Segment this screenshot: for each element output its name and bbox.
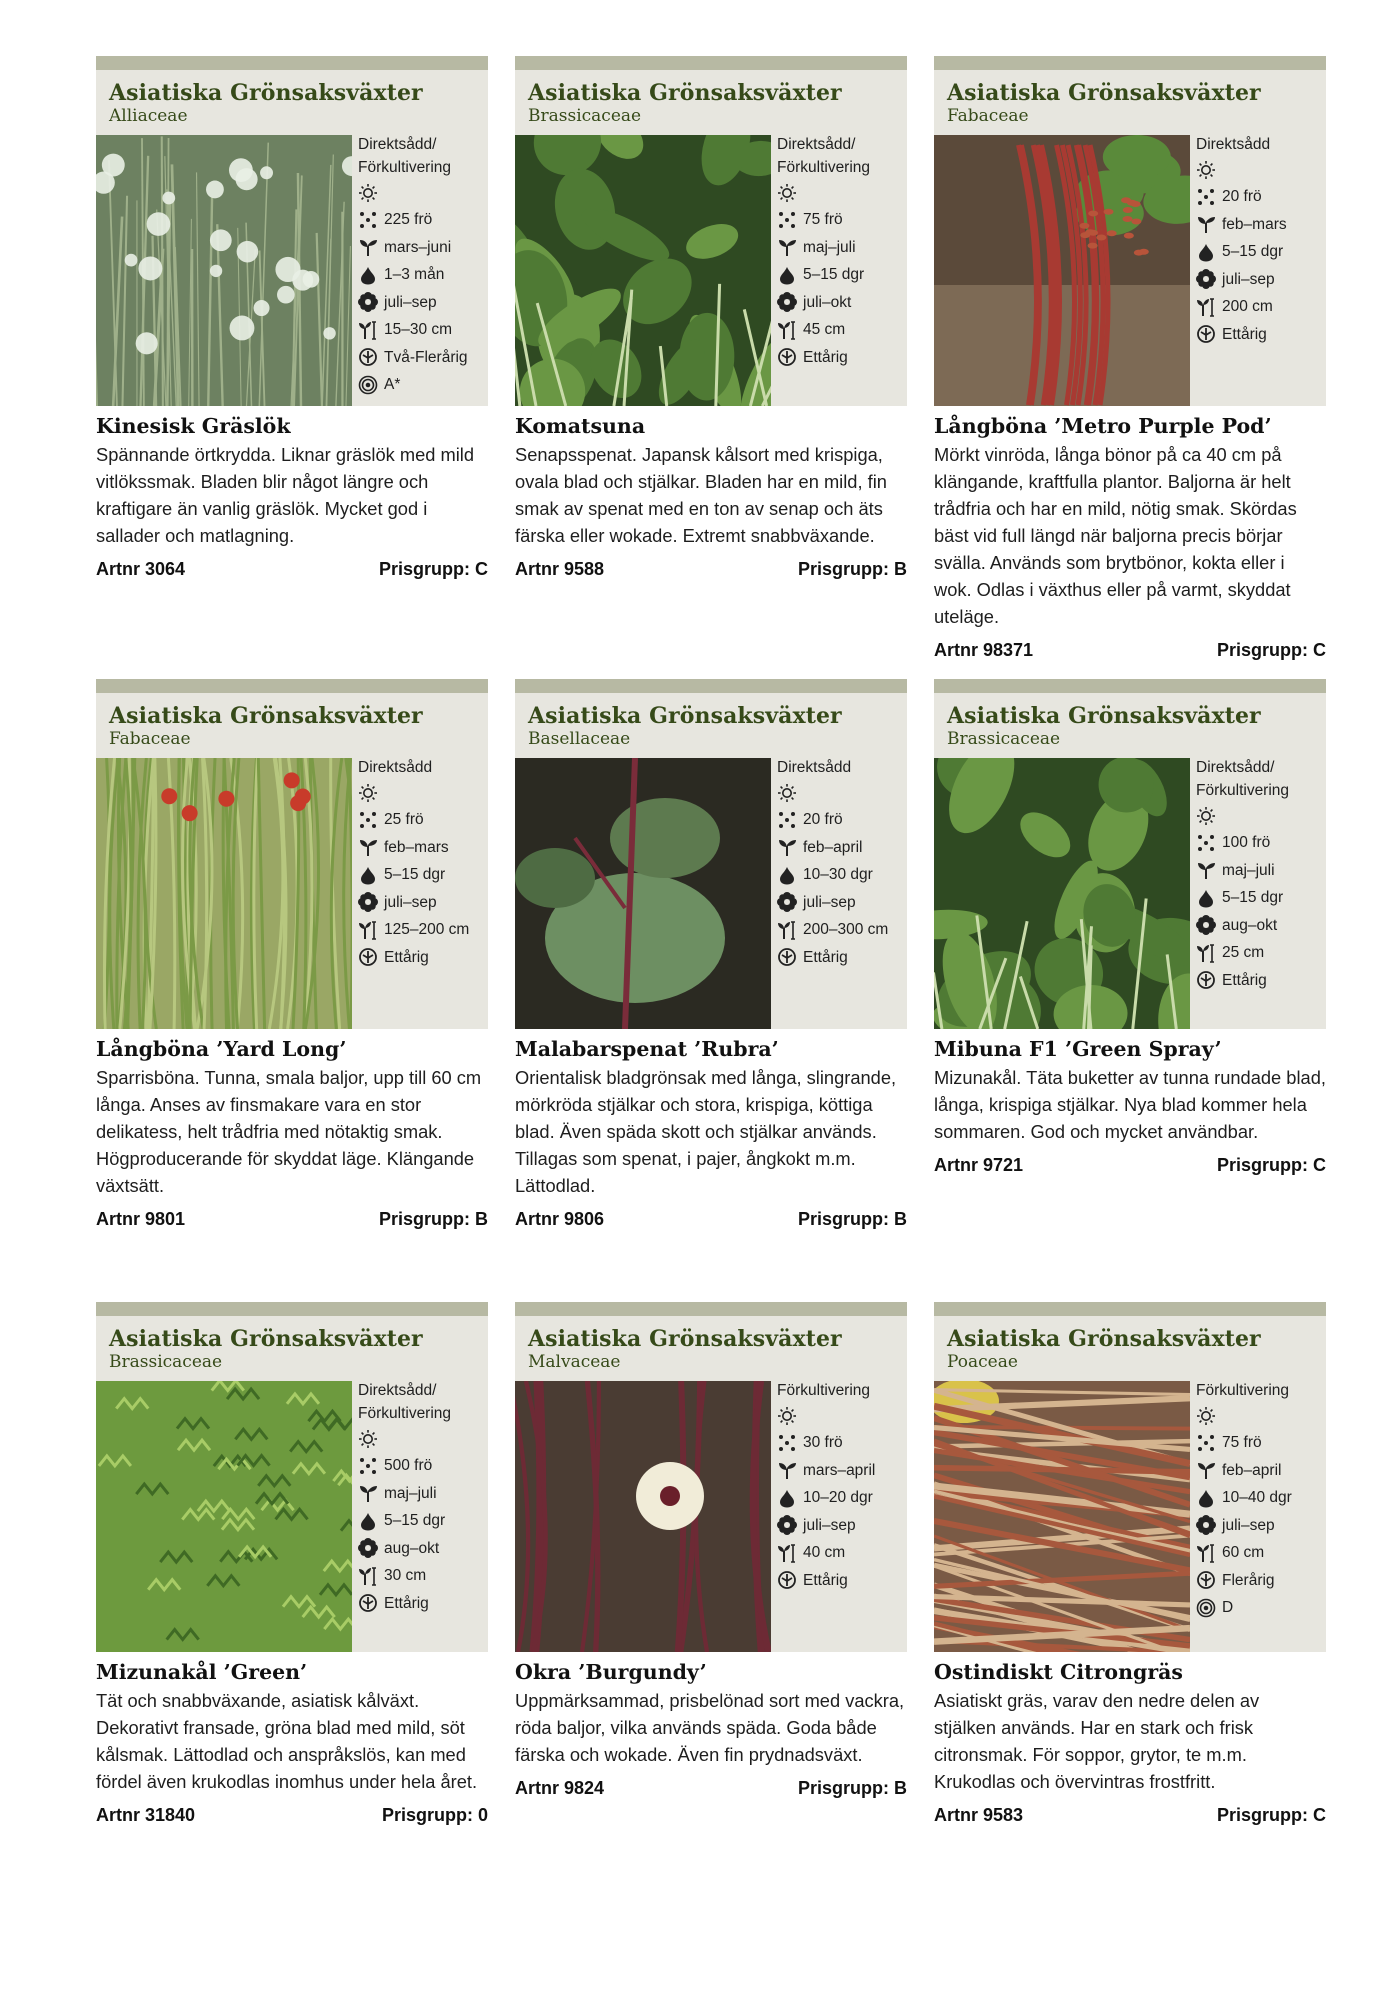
family-name: Basellaceae xyxy=(528,729,631,749)
plant-height-icon xyxy=(1196,943,1216,963)
product-footer xyxy=(934,1805,1326,1826)
sun-icon xyxy=(1196,806,1216,826)
product-panel xyxy=(515,56,907,406)
lifecycle: Ettårig xyxy=(803,1571,848,1589)
flowering-time: juli–sep xyxy=(803,893,856,911)
germination-time: 10–40 dgr xyxy=(1222,1489,1292,1506)
spec-list xyxy=(777,131,905,371)
plant-height: 60 cm xyxy=(1222,1544,1265,1561)
plant-height-icon xyxy=(1196,1543,1216,1563)
product-description: Senapsspenat. Japansk kålsort med krispiga, ovala blad och stjälkar. Bladen har en mild, fin smak av spenat med en ton av senap och äts färska eller wokade. Extremt snabbväxande. xyxy=(515,444,887,546)
plant-height: 45 cm xyxy=(803,321,846,338)
header-bar xyxy=(515,56,907,70)
sowing-time-icon xyxy=(777,237,797,257)
family-name: Poaceae xyxy=(947,1352,1018,1372)
category-heading: Asiatiska Grönsaksväxter xyxy=(109,1326,423,1352)
artnr-label: Artnr xyxy=(934,1155,978,1175)
product-photo xyxy=(515,1381,771,1652)
hardiness-zone-icon xyxy=(358,375,378,395)
header-bar xyxy=(934,679,1326,693)
plant-height: 125–200 cm xyxy=(384,921,470,938)
sowing-time: maj–juli xyxy=(803,238,856,256)
product-card xyxy=(96,56,488,580)
sowing-time: maj–juli xyxy=(384,1484,437,1502)
prisgrupp-label: Prisgrupp: xyxy=(381,1805,473,1825)
header-bar xyxy=(96,679,488,693)
hardiness-zone: A* xyxy=(384,376,401,393)
seeds-icon xyxy=(1196,833,1216,853)
sun-icon xyxy=(358,1429,378,1449)
sowing-method: Direktsådd/ Förkultivering xyxy=(358,1382,452,1422)
product-panel xyxy=(934,679,1326,1029)
price-group: C xyxy=(1313,1155,1326,1175)
sowing-time: feb–mars xyxy=(1222,215,1287,233)
flower-icon xyxy=(777,292,797,312)
flowering-time: juli–sep xyxy=(1222,270,1275,288)
germination-icon xyxy=(358,865,378,885)
lifecycle: Ettårig xyxy=(1222,325,1267,343)
sowing-time: feb–april xyxy=(803,838,863,856)
seed-count: 20 frö xyxy=(803,811,843,828)
seeds-icon xyxy=(777,810,797,830)
spec-list xyxy=(358,1377,486,1617)
sowing-time: feb–mars xyxy=(384,838,449,856)
price-group: B xyxy=(894,1209,907,1229)
plant-height-icon xyxy=(1196,297,1216,317)
sun-icon xyxy=(358,183,378,203)
product-photo xyxy=(96,1381,352,1652)
plant-height: 25 cm xyxy=(1222,944,1265,961)
seed-count: 30 frö xyxy=(803,1434,843,1451)
germination-icon xyxy=(777,265,797,285)
flower-icon xyxy=(777,1515,797,1535)
green-long-beans-photo-drawing xyxy=(96,758,352,1029)
sowing-method: Förkultivering xyxy=(1196,1382,1290,1399)
product-footer xyxy=(934,640,1326,661)
sun-icon xyxy=(777,183,797,203)
sowing-time-icon xyxy=(777,837,797,857)
plant-height-icon xyxy=(777,1543,797,1563)
product-description: Mörkt vinröda, långa bönor på ca 40 cm på klängande, kraftfulla plantor. Baljorna är helt trådfria och har en mild, nötig smak. Skördas bäst vid full längd när baljorna precis börjar svälla. Används som brytbönor, kokta eller i wok. Odlas i växthus eller på varmt, skyddat uteläge. xyxy=(934,444,1297,627)
lemongrass-stalks-photo-drawing xyxy=(934,1381,1190,1652)
sowing-method: Direktsådd xyxy=(358,759,433,776)
seed-count: 100 frö xyxy=(1222,834,1271,851)
spec-list xyxy=(1196,754,1324,994)
artnr-label: Artnr xyxy=(515,1209,559,1229)
price-group: C xyxy=(1313,1805,1326,1825)
family-name: Malvaceae xyxy=(528,1352,621,1372)
lifecycle-icon xyxy=(358,1593,378,1613)
product-description: Uppmärksammad, prisbelönad sort med vackra, röda baljor, vilka används späda. Goda både färska och wokade. Även fin prydnadsväxt. xyxy=(515,1690,905,1765)
mizuna-leaves-photo-drawing xyxy=(96,1381,352,1652)
artnr-label: Artnr xyxy=(96,1805,140,1825)
prisgrupp-label: Prisgrupp: xyxy=(1216,640,1308,660)
spec-list xyxy=(358,131,486,399)
product-panel xyxy=(96,56,488,406)
product-name: Mibuna F1 ’Green Spray’ xyxy=(934,1037,1222,1061)
flowering-time: juli–sep xyxy=(803,1516,856,1534)
flower-icon xyxy=(358,292,378,312)
spec-list xyxy=(777,1377,905,1594)
germination-time: 1–3 mån xyxy=(384,266,445,283)
flower-icon xyxy=(1196,915,1216,935)
product-panel xyxy=(96,1302,488,1652)
product-photo xyxy=(96,135,352,406)
article-number: 98371 xyxy=(983,640,1034,660)
prisgrupp-label: Prisgrupp: xyxy=(1216,1805,1308,1825)
family-name: Brassicaceae xyxy=(528,106,642,126)
prisgrupp-label: Prisgrupp: xyxy=(1216,1155,1308,1175)
sowing-time-icon xyxy=(358,837,378,857)
header-bar xyxy=(515,1302,907,1316)
plant-height-icon xyxy=(358,320,378,340)
sowing-time-icon xyxy=(1196,214,1216,234)
seeds-icon xyxy=(1196,1433,1216,1453)
product-description: Orientalisk bladgrönsak med långa, slingrande, mörkröda stjälkar och stora, krispiga, köttiga blad. Även späda skott och stjälkar används. Tillagas som spenat, i pajer, ångkokt m.m. Lättodlad. xyxy=(515,1067,897,1196)
seed-count: 75 frö xyxy=(1222,1434,1262,1451)
product-name: Långböna ’Yard Long’ xyxy=(96,1037,347,1061)
price-group: B xyxy=(894,559,907,579)
artnr-label: Artnr xyxy=(96,1209,140,1229)
article-number: 9806 xyxy=(564,1209,605,1229)
article-number: 3064 xyxy=(145,559,186,579)
sowing-method: Förkultivering xyxy=(777,1382,871,1399)
lifecycle-icon xyxy=(777,1570,797,1590)
category-heading: Asiatiska Grönsaksväxter xyxy=(947,703,1261,729)
product-card xyxy=(934,679,1326,1176)
hardiness-zone-icon xyxy=(1196,1598,1216,1618)
category-heading: Asiatiska Grönsaksväxter xyxy=(528,703,842,729)
komatsuna-leaves-photo-drawing xyxy=(515,135,771,406)
product-description: Asiatiskt gräs, varav den nedre delen av stjälken används. Har en stark och frisk citronsmak. För soppor, grytor, te m.m. Krukodlas och övervintras frostfritt. xyxy=(934,1690,1260,1792)
product-name: Mizunakål ’Green’ xyxy=(96,1660,308,1684)
artnr-label: Artnr xyxy=(934,1805,978,1825)
artnr-label: Artnr xyxy=(934,640,978,660)
plant-height: 15–30 cm xyxy=(384,321,453,338)
header-bar xyxy=(96,56,488,70)
germination-time: 5–15 dgr xyxy=(384,866,446,883)
article-number: 9583 xyxy=(983,1805,1024,1825)
malabar-spinach-photo-drawing xyxy=(515,758,771,1029)
flower-icon xyxy=(1196,269,1216,289)
sowing-time-icon xyxy=(358,1483,378,1503)
family-name: Alliaceae xyxy=(109,106,188,126)
germination-icon xyxy=(777,1488,797,1508)
seeds-icon xyxy=(1196,187,1216,207)
plant-height-icon xyxy=(358,1566,378,1586)
family-name: Fabaceae xyxy=(109,729,191,749)
plant-height: 200–300 cm xyxy=(803,921,889,938)
germination-time: 5–15 dgr xyxy=(384,1512,446,1529)
family-name: Fabaceae xyxy=(947,106,1029,126)
flower-icon xyxy=(1196,1515,1216,1535)
sowing-time-icon xyxy=(358,237,378,257)
header-bar xyxy=(934,56,1326,70)
lifecycle: Ettårig xyxy=(1222,971,1267,989)
flowering-time: juli–okt xyxy=(803,293,852,311)
sowing-method: Direktsådd xyxy=(777,759,852,776)
header-bar xyxy=(934,1302,1326,1316)
product-footer xyxy=(515,1778,907,1799)
category-heading: Asiatiska Grönsaksväxter xyxy=(947,1326,1261,1352)
category-heading: Asiatiska Grönsaksväxter xyxy=(109,80,423,106)
flower-icon xyxy=(777,892,797,912)
germination-time: 5–15 dgr xyxy=(803,266,865,283)
sowing-time: maj–juli xyxy=(1222,861,1275,879)
flower-icon xyxy=(358,1538,378,1558)
plant-height: 40 cm xyxy=(803,1544,846,1561)
flowering-time: juli–sep xyxy=(384,893,437,911)
sowing-time-icon xyxy=(1196,1460,1216,1480)
product-panel xyxy=(934,1302,1326,1652)
product-card xyxy=(934,1302,1326,1826)
product-card xyxy=(934,56,1326,661)
product-description: Spännande örtkrydda. Liknar gräslök med mild vitlökssmak. Bladen blir något längre och kraftigare än vanlig gräslök. Mycket god i sallader och matlagning. xyxy=(96,444,475,546)
germination-time: 5–15 dgr xyxy=(1222,889,1284,906)
lifecycle: Ettårig xyxy=(384,1594,429,1612)
product-name: Okra ’Burgundy’ xyxy=(515,1660,707,1684)
seed-count: 225 frö xyxy=(384,211,433,228)
germination-icon xyxy=(358,1511,378,1531)
germination-icon xyxy=(1196,242,1216,262)
sowing-time-icon xyxy=(777,1460,797,1480)
lifecycle: Flerårig xyxy=(1222,1571,1275,1589)
product-footer xyxy=(515,559,907,580)
seed-count: 25 frö xyxy=(384,811,424,828)
product-card xyxy=(515,56,907,580)
sowing-method: Direktsådd/ Förkultivering xyxy=(777,136,871,176)
spec-list xyxy=(358,754,486,971)
prisgrupp-label: Prisgrupp: xyxy=(797,1778,889,1798)
seeds-icon xyxy=(777,1433,797,1453)
sowing-time: mars–juni xyxy=(384,238,452,256)
product-photo xyxy=(515,758,771,1029)
flower-icon xyxy=(358,892,378,912)
header-bar xyxy=(515,679,907,693)
product-footer xyxy=(96,559,488,580)
okra-flower-photo-drawing xyxy=(515,1381,771,1652)
lifecycle-icon xyxy=(1196,324,1216,344)
plant-height-icon xyxy=(358,920,378,940)
category-heading: Asiatiska Grönsaksväxter xyxy=(947,80,1261,106)
product-panel xyxy=(934,56,1326,406)
product-name: Ostindiskt Citrongräs xyxy=(934,1660,1183,1684)
artnr-label: Artnr xyxy=(515,1778,559,1798)
plant-height: 30 cm xyxy=(384,1567,427,1584)
flowering-time: aug–okt xyxy=(1222,916,1278,934)
germination-time: 5–15 dgr xyxy=(1222,243,1284,260)
product-description: Tät och snabbväxande, asiatisk kålväxt. Dekorativt fransade, gröna blad med mild, söt kålsmak. Lättodlad och anspråkslös, kan med fördel även krukodlas inomhus under hela året. xyxy=(96,1690,478,1792)
plant-height: 200 cm xyxy=(1222,298,1273,315)
sun-icon xyxy=(1196,1406,1216,1426)
price-group: 0 xyxy=(477,1805,488,1825)
product-panel xyxy=(515,679,907,1029)
germination-time: 10–30 dgr xyxy=(803,866,873,883)
prisgrupp-label: Prisgrupp: xyxy=(378,1209,470,1229)
product-footer xyxy=(96,1209,488,1230)
lifecycle-icon xyxy=(1196,1570,1216,1590)
product-card xyxy=(515,1302,907,1799)
lifecycle-icon xyxy=(358,947,378,967)
lifecycle: Ettårig xyxy=(803,348,848,366)
flowering-time: juli–sep xyxy=(384,293,437,311)
lifecycle-icon xyxy=(1196,970,1216,990)
lifecycle-icon xyxy=(777,347,797,367)
article-number: 31840 xyxy=(145,1805,196,1825)
product-card xyxy=(515,679,907,1230)
product-panel xyxy=(96,679,488,1029)
seed-count: 75 frö xyxy=(803,211,843,228)
product-name: Komatsuna xyxy=(515,414,646,438)
price-group: B xyxy=(894,1778,907,1798)
header-bar xyxy=(96,1302,488,1316)
prisgrupp-label: Prisgrupp: xyxy=(797,1209,889,1229)
sowing-time: mars–april xyxy=(803,1461,876,1479)
lifecycle: Ettårig xyxy=(384,948,429,966)
plant-height-icon xyxy=(777,320,797,340)
product-footer xyxy=(96,1805,488,1826)
category-heading: Asiatiska Grönsaksväxter xyxy=(528,80,842,106)
lifecycle: Två-Flerårig xyxy=(384,348,468,366)
sowing-method: Direktsådd/ Förkultivering xyxy=(1196,759,1290,799)
lifecycle: Ettårig xyxy=(803,948,848,966)
sowing-time: feb–april xyxy=(1222,1461,1282,1479)
product-description: Sparrisböna. Tunna, smala baljor, upp till 60 cm långa. Anses av finsmakare vara en stor delikatess, helt trådfria med nötaktig smak. Högproducerande för skyddat läge. Klängande växtsätt. xyxy=(96,1067,482,1196)
product-card xyxy=(96,679,488,1230)
sowing-method: Direktsådd/ Förkultivering xyxy=(358,136,452,176)
flowering-time: juli–sep xyxy=(1222,1516,1275,1534)
product-photo xyxy=(515,135,771,406)
seeds-icon xyxy=(777,210,797,230)
price-group: C xyxy=(1313,640,1326,660)
germination-time: 10–20 dgr xyxy=(803,1489,873,1506)
family-name: Brassicaceae xyxy=(947,729,1061,749)
sun-icon xyxy=(777,783,797,803)
seed-count: 500 frö xyxy=(384,1457,433,1474)
prisgrupp-label: Prisgrupp: xyxy=(797,559,889,579)
germination-icon xyxy=(358,265,378,285)
prisgrupp-label: Prisgrupp: xyxy=(378,559,470,579)
product-footer xyxy=(934,1155,1326,1176)
product-name: Malabarspenat ’Rubra’ xyxy=(515,1037,779,1061)
product-photo xyxy=(934,135,1190,406)
category-heading: Asiatiska Grönsaksväxter xyxy=(109,703,423,729)
mibuna-leaves-photo-drawing xyxy=(934,758,1190,1029)
flowering-time: aug–okt xyxy=(384,1539,440,1557)
family-name: Brassicaceae xyxy=(109,1352,223,1372)
product-panel xyxy=(515,1302,907,1652)
seeds-icon xyxy=(358,1456,378,1476)
spec-list xyxy=(777,754,905,971)
product-photo xyxy=(934,1381,1190,1652)
product-card xyxy=(96,1302,488,1826)
lifecycle-icon xyxy=(777,947,797,967)
sowing-method: Direktsådd xyxy=(1196,136,1271,153)
category-heading: Asiatiska Grönsaksväxter xyxy=(528,1326,842,1352)
plant-height-icon xyxy=(777,920,797,940)
germination-icon xyxy=(1196,1488,1216,1508)
artnr-label: Artnr xyxy=(96,559,140,579)
article-number: 9588 xyxy=(564,559,605,579)
seeds-icon xyxy=(358,210,378,230)
price-group: B xyxy=(475,1209,488,1229)
sowing-time-icon xyxy=(1196,860,1216,880)
product-name: Långböna ’Metro Purple Pod’ xyxy=(934,414,1272,438)
chives-flowers-photo-drawing xyxy=(96,135,352,406)
seeds-icon xyxy=(358,810,378,830)
product-footer xyxy=(515,1209,907,1230)
purple-long-beans-photo-drawing xyxy=(934,135,1190,406)
product-description: Mizunakål. Täta buketter av tunna rundade blad, långa, krispiga stjälkar. Nya blad kommer hela sommaren. God och mycket användbar. xyxy=(934,1067,1326,1142)
germination-icon xyxy=(777,865,797,885)
article-number: 9801 xyxy=(145,1209,186,1229)
sun-icon xyxy=(1196,160,1216,180)
product-photo xyxy=(934,758,1190,1029)
article-number: 9824 xyxy=(564,1778,605,1798)
article-number: 9721 xyxy=(983,1155,1024,1175)
product-name: Kinesisk Gräslök xyxy=(96,414,291,438)
spec-list xyxy=(1196,1377,1324,1622)
hardiness-zone: D xyxy=(1222,1599,1234,1616)
lifecycle-icon xyxy=(358,347,378,367)
germination-icon xyxy=(1196,888,1216,908)
artnr-label: Artnr xyxy=(515,559,559,579)
spec-list xyxy=(1196,131,1324,348)
seed-count: 20 frö xyxy=(1222,188,1262,205)
sun-icon xyxy=(358,783,378,803)
product-photo xyxy=(96,758,352,1029)
sun-icon xyxy=(777,1406,797,1426)
price-group: C xyxy=(475,559,488,579)
